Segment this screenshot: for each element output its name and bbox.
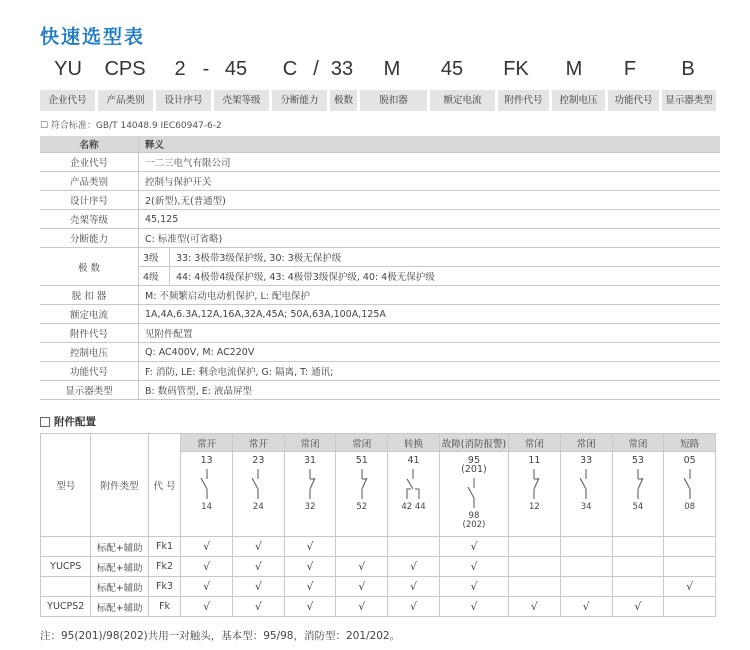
contact-diagram	[232, 452, 284, 537]
row-name: 附件代号	[40, 324, 139, 343]
field-label: 附件代号	[498, 90, 549, 111]
check-cell	[560, 557, 612, 577]
row-name: 极 数	[40, 248, 139, 286]
contact-diagram	[509, 452, 561, 537]
field-label: 极数	[330, 90, 357, 111]
model-code-part: 2	[174, 58, 186, 80]
field-label: 产品类别	[98, 90, 153, 111]
check-mark-icon: √	[509, 597, 561, 617]
accessory-section-title	[40, 414, 96, 429]
contact-type-label: 常开	[181, 434, 233, 452]
contact-top-number: 05	[683, 455, 696, 466]
row-name: 功能代号	[40, 362, 139, 381]
contact-symbol-icon	[197, 467, 217, 501]
row-model: YUCPS2	[41, 597, 91, 617]
contact-type-label: 转换	[388, 434, 440, 452]
contact-diagram	[336, 452, 388, 537]
contact-top-number: 13	[200, 455, 213, 466]
accessory-table	[40, 433, 716, 617]
pole-desc: 44: 4极带4级保护级, 43: 4极带3级保护级, 40: 4极无保护级	[170, 267, 721, 286]
check-cell	[560, 577, 612, 597]
check-cell	[664, 537, 716, 557]
check-mark-icon: √	[181, 577, 233, 597]
check-mark-icon: √	[232, 537, 284, 557]
definition-table	[40, 136, 720, 400]
pole-level: 4级	[139, 267, 170, 286]
check-mark-icon: √	[284, 597, 336, 617]
field-label: 额定电流	[430, 90, 495, 111]
model-code-part: M	[565, 58, 583, 80]
definition-row	[40, 210, 720, 229]
contact-type-label: 常闭	[336, 434, 388, 452]
contact-diagram	[612, 452, 664, 537]
contact-type-label: 常闭	[284, 434, 336, 452]
row-desc: Q: AC400V, M: AC220V	[139, 343, 721, 362]
check-cell	[509, 537, 561, 557]
contact-bottom-number: 98 (202)	[462, 511, 486, 530]
contact-bottom-number: 34	[580, 502, 592, 512]
model-code-part: 45	[224, 58, 248, 80]
check-mark-icon: √	[232, 577, 284, 597]
row-desc: 一二三电气有限公司	[139, 153, 721, 172]
contact-bottom-number: 32	[304, 502, 316, 512]
contact-bottom-number: 42 44	[401, 502, 426, 512]
check-mark-icon: √	[336, 597, 388, 617]
row-name: 壳架等级	[40, 210, 139, 229]
check-mark-icon: √	[439, 577, 508, 597]
contact-symbol-icon	[300, 467, 320, 501]
contact-type-label: 常闭	[612, 434, 664, 452]
contact-diagram	[388, 452, 440, 537]
definition-row	[40, 305, 720, 324]
standard-text: ☐ 符合标准：GB/T 14048.9 IEC60947-6-2	[40, 121, 222, 131]
row-desc: M: 不频繁启动电动机保护, L: 配电保护	[139, 286, 721, 305]
model-code-part: /	[313, 58, 319, 80]
row-name: 额定电流	[40, 305, 139, 324]
contact-top-number: 53	[631, 455, 644, 466]
col-type: 附件类型	[91, 434, 148, 537]
row-type: 标配+辅助	[91, 597, 148, 617]
definition-row	[40, 248, 720, 267]
row-name: 分断能力	[40, 229, 139, 248]
field-label: 功能代号	[608, 90, 659, 111]
row-name: 设计序号	[40, 191, 139, 210]
check-mark-icon: √	[388, 577, 440, 597]
model-code-part: 45	[440, 58, 464, 80]
check-cell	[664, 557, 716, 577]
check-cell	[612, 557, 664, 577]
check-mark-icon: √	[336, 577, 388, 597]
check-cell	[612, 577, 664, 597]
field-label: 脱扣器	[360, 90, 427, 111]
field-label: 显示器类型	[662, 90, 716, 111]
accessory-row	[41, 577, 716, 597]
field-label: 企业代号	[40, 90, 95, 111]
row-desc: 见附件配置	[139, 324, 721, 343]
contact-symbol-icon	[680, 467, 700, 501]
contact-top-number: 23	[252, 455, 265, 466]
col-code: 代 号	[148, 434, 180, 537]
pole-desc: 33: 3极带3级保护级, 30: 3极无保护级	[170, 248, 721, 267]
contact-top-number: 11	[528, 455, 541, 466]
contact-type-label: 常闭	[560, 434, 612, 452]
model-code-part: FK	[503, 58, 529, 80]
contact-bottom-number: 54	[632, 502, 644, 512]
model-code-part: CPS	[104, 58, 146, 80]
row-model	[41, 577, 91, 597]
model-code-part: -	[202, 58, 210, 80]
field-label: 壳架等级	[214, 90, 269, 111]
row-name: 显示器类型	[40, 381, 139, 400]
contact-top-number: 51	[355, 455, 368, 466]
contact-symbol-icon	[628, 467, 648, 501]
contact-top-number: 31	[304, 455, 317, 466]
header-desc: 释义	[139, 136, 721, 153]
definition-row	[40, 324, 720, 343]
model-code-part: C	[282, 58, 298, 80]
check-mark-icon: √	[388, 557, 440, 577]
check-mark-icon: √	[439, 597, 508, 617]
contact-type-label: 短路	[664, 434, 716, 452]
model-code-part: F	[623, 58, 637, 80]
contact-diagram	[439, 452, 508, 537]
contact-diagram	[181, 452, 233, 537]
definition-row	[40, 172, 720, 191]
check-mark-icon: √	[439, 557, 508, 577]
check-mark-icon: √	[284, 557, 336, 577]
contact-diagram	[664, 452, 716, 537]
contact-type-label: 常开	[232, 434, 284, 452]
check-cell	[664, 597, 716, 617]
definition-row	[40, 191, 720, 210]
definition-row	[40, 362, 720, 381]
contact-symbol-icon	[576, 467, 596, 501]
row-desc: 控制与保护开关	[139, 172, 721, 191]
field-label: 控制电压	[552, 90, 605, 111]
row-code: Fk3	[148, 577, 180, 597]
row-type: 标配+辅助	[91, 537, 148, 557]
contact-diagram	[284, 452, 336, 537]
row-code: Fk	[148, 597, 180, 617]
check-mark-icon: √	[388, 597, 440, 617]
row-desc: 1A,4A,6.3A,12A,16A,32A,45A; 50A,63A,100A,125A	[139, 305, 721, 324]
accessory-row	[41, 557, 716, 577]
check-cell	[509, 557, 561, 577]
contact-bottom-number: 08	[684, 502, 696, 512]
contact-type-label: 故障(消防报警)	[439, 434, 508, 452]
contact-top-number: 41	[407, 455, 420, 466]
row-desc: 2(新型),无(普通型)	[139, 191, 721, 210]
model-code-part: YU	[54, 58, 82, 80]
definition-table-header	[40, 136, 720, 153]
definition-row	[40, 267, 720, 286]
row-name: 脱 扣 器	[40, 286, 139, 305]
header-name: 名称	[40, 136, 139, 153]
check-mark-icon: √	[284, 577, 336, 597]
contact-symbol-icon	[524, 467, 544, 501]
contact-bottom-number: 52	[356, 502, 368, 512]
check-mark-icon: √	[612, 597, 664, 617]
contact-symbol-icon	[403, 467, 423, 501]
contact-bottom-number: 12	[529, 502, 540, 512]
contact-symbol-icon	[464, 476, 484, 510]
check-mark-icon: √	[181, 537, 233, 557]
row-desc: 45,125	[139, 210, 721, 229]
contact-top-number: 95 (201)	[461, 455, 487, 475]
contact-top-number: 33	[580, 455, 593, 466]
check-cell	[336, 537, 388, 557]
definition-row	[40, 229, 720, 248]
row-desc: F: 消防, LE: 剩余电流保护, G: 隔离, T: 通讯;	[139, 362, 721, 381]
row-name: 企业代号	[40, 153, 139, 172]
check-mark-icon: √	[232, 557, 284, 577]
row-code: Fk1	[148, 537, 180, 557]
row-model: YUCPS	[41, 557, 91, 577]
check-mark-icon: √	[336, 557, 388, 577]
check-mark-icon: √	[284, 537, 336, 557]
contact-bottom-number: 14	[201, 502, 213, 512]
check-mark-icon: √	[181, 557, 233, 577]
checkbox-icon	[40, 417, 50, 427]
definition-row	[40, 286, 720, 305]
check-mark-icon: √	[181, 597, 233, 617]
pole-level: 3级	[139, 248, 170, 267]
model-code-part: B	[681, 58, 695, 80]
check-cell	[509, 577, 561, 597]
field-label: 设计序号	[156, 90, 211, 111]
accessory-row	[41, 597, 716, 617]
check-mark-icon: √	[560, 597, 612, 617]
contact-symbol-icon	[248, 467, 268, 501]
check-cell	[560, 537, 612, 557]
check-mark-icon: √	[439, 537, 508, 557]
check-mark-icon: √	[232, 597, 284, 617]
row-model	[41, 537, 91, 557]
check-mark-icon: √	[664, 577, 716, 597]
row-desc: C: 标准型(可省略)	[139, 229, 721, 248]
row-name: 产品类别	[40, 172, 139, 191]
accessory-row	[41, 537, 716, 557]
definition-row	[40, 343, 720, 362]
row-code: Fk2	[148, 557, 180, 577]
check-cell	[612, 537, 664, 557]
definition-row	[40, 153, 720, 172]
row-type: 标配+辅助	[91, 577, 148, 597]
row-desc: B: 数码管型, E: 液晶屏型	[139, 381, 721, 400]
check-cell	[388, 537, 440, 557]
contact-type-label: 常闭	[509, 434, 561, 452]
definition-row	[40, 381, 720, 400]
contact-bottom-number: 24	[252, 502, 264, 512]
accessory-section-label: 附件配置	[54, 416, 96, 428]
page-title: 快速选型表	[40, 26, 146, 48]
contact-symbol-icon	[352, 467, 372, 501]
model-code-row	[0, 58, 750, 84]
field-label: 分断能力	[272, 90, 327, 111]
row-type: 标配+辅助	[91, 557, 148, 577]
col-model: 型号	[41, 434, 91, 537]
contact-diagram	[560, 452, 612, 537]
footnote: 注：95(201)/98(202)共用一对触头，基本型：95/98，消防型：201/202。	[40, 630, 401, 642]
row-name: 控制电压	[40, 343, 139, 362]
model-code-part: 33	[330, 58, 354, 80]
model-code-part: M	[383, 58, 401, 80]
